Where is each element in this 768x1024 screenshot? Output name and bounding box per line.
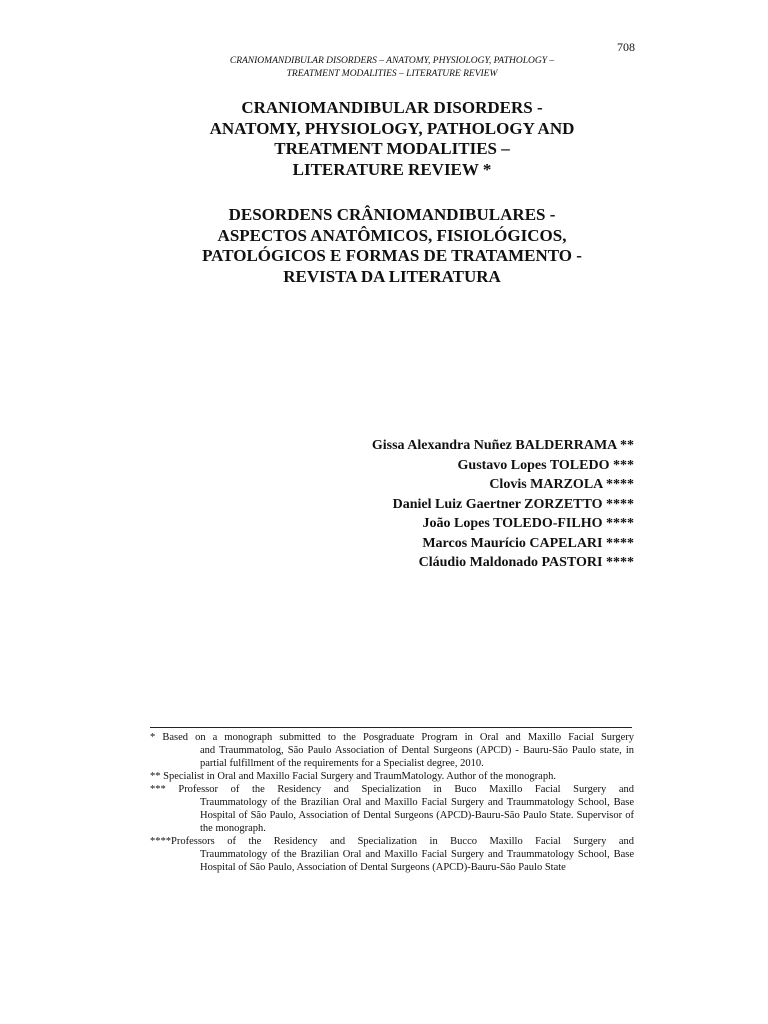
- page-number: 708: [617, 40, 635, 54]
- footnote-professors: [150, 835, 634, 874]
- title-line: REVISTA DA LITERATURA: [283, 266, 501, 286]
- title-line: CRANIOMANDIBULAR DISORDERS -: [241, 98, 543, 117]
- author-list: [372, 436, 634, 573]
- footnote-first-line: ****Professors of the Residency and Specialization in Bucco Maxillo Facial Surgery and: [150, 836, 634, 847]
- title-line: LITERATURE REVIEW *: [292, 159, 492, 179]
- title-portuguese: [150, 205, 634, 287]
- running-header-line: TREATMENT MODALITIES – LITERATURE REVIEW: [286, 69, 498, 79]
- author-name: Daniel Luiz Gaertner ZORZETTO ****: [392, 496, 634, 512]
- footnote-first-line: * Based on a monograph submitted to the Posgraduate Program in Oral and Maxillo Facial Surgery: [150, 732, 634, 743]
- author-name: Cláudio Maldonado PASTORI ****: [418, 555, 634, 570]
- footnote-continuation: Traummatology of the Brazilian Oral and Maxillo Facial Surgery and Traummatology School, Base Hospital of São Paulo, Association of Dental Surgeons (APCD)-Bauru-São Paulo State: [200, 849, 634, 873]
- footnote-first-line: ** Specialist in Oral and Maxillo Facial Surgery and TraumMatology. Author of the monograph.: [150, 771, 556, 782]
- author-name: João Lopes TOLEDO-FILHO ****: [422, 516, 634, 531]
- author-name: Marcos Maurício CAPELARI ****: [422, 535, 634, 551]
- title-line: DESORDENS CRÂNIOMANDIBULARES -: [228, 205, 556, 224]
- author-name: Gustavo Lopes TOLEDO ***: [457, 457, 634, 473]
- title-english: [150, 98, 634, 180]
- footnotes: [150, 731, 634, 874]
- author-name: Clovis MARZOLA ****: [489, 477, 634, 492]
- title-line: PATOLÓGICOS E FORMAS DE TRATAMENTO -: [202, 246, 582, 265]
- running-header-line: CRANIOMANDIBULAR DISORDERS – ANATOMY, PHYSIOLOGY, PATHOLOGY –: [229, 56, 555, 66]
- author-name: Gissa Alexandra Nuñez BALDERRAMA **: [371, 438, 634, 453]
- footnote-continuation: Traummatology of the Brazilian Oral and Maxillo Facial Surgery and Traummatology School, Base Hospital of São Paulo, Association of Dental Surgeons (APCD)-Bauru-São Paulo State. Supervisor of the monograph.: [200, 797, 634, 834]
- footnote-first-line: *** Professor of the Residency and Specialization in Buco Maxillo Facial Surgery and: [150, 784, 634, 795]
- footnote-divider: [150, 727, 632, 728]
- title-line: TREATMENT MODALITIES –: [274, 139, 510, 158]
- footnote-continuation: and Traummatolog, São Paulo Association of Dental Surgeons (APCD) - Bauru-São Paulo state, in partial fulfillment of the requirements for a Specialist degree, 2010.: [200, 745, 634, 769]
- footnote-supervisor: [150, 783, 634, 835]
- footnote-monograph: [150, 731, 634, 770]
- running-header: [150, 55, 634, 81]
- footnote-specialist: [150, 770, 634, 783]
- title-line: ANATOMY, PHYSIOLOGY, PATHOLOGY AND: [209, 118, 575, 138]
- title-line: ASPECTOS ANATÔMICOS, FISIOLÓGICOS,: [217, 225, 567, 245]
